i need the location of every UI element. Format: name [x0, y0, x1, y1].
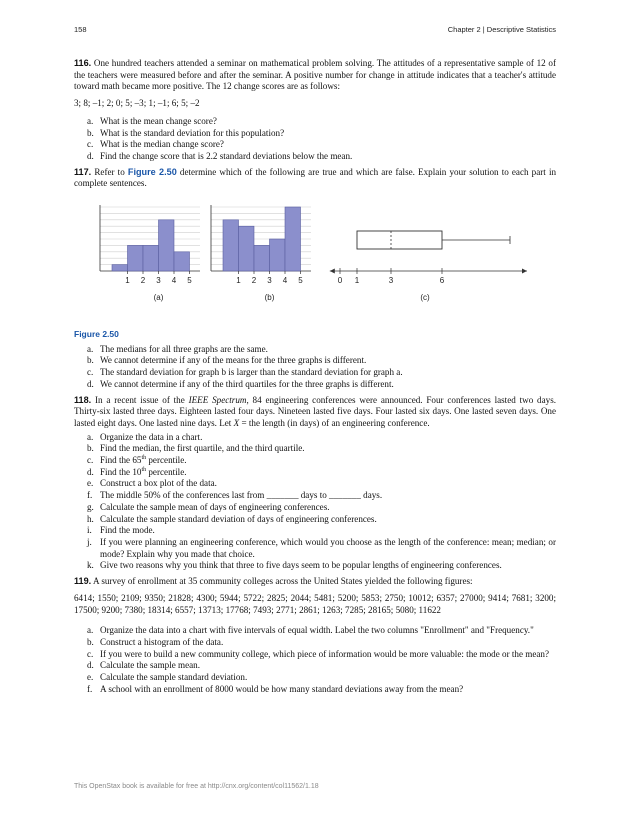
- list-item: [87, 625, 556, 637]
- item-label: c.: [87, 139, 94, 150]
- tick-label: 4: [171, 276, 177, 286]
- item-text: What is the mean change score?: [100, 115, 217, 126]
- item-label: d.: [87, 660, 94, 671]
- item-label: h.: [87, 513, 94, 524]
- figure-graphs: [74, 195, 556, 327]
- exercise-number: 119.: [74, 576, 92, 587]
- page-content: [74, 58, 556, 699]
- histogram-bar: [159, 220, 175, 271]
- tick-label: 4: [282, 276, 288, 286]
- item-label: f.: [87, 683, 93, 694]
- histogram-bar: [112, 265, 128, 271]
- exercise-116-prompt: [74, 58, 556, 93]
- tick-label: 0: [337, 276, 343, 286]
- item-label: b.: [87, 127, 94, 138]
- item-label: a.: [87, 625, 94, 636]
- item-text: What is the standard deviation for this population?: [100, 127, 285, 138]
- panel-label-b: (b): [264, 293, 275, 303]
- item-text: If you were to build a new community college, which piece of information would be more valuable: the mode or the mean?: [100, 648, 549, 659]
- item-text: percentile.: [146, 455, 187, 466]
- list-item: [87, 150, 556, 163]
- exercise-text: One hundred teachers attended a seminar on mathematical problem solving. The attitudes of a representative sample of 12 of the teachers were measured before and after the seminar. A positive number for change in attitude indicates that a teacher's attitude toward math became more positive. The 12 change scores are as follows:: [74, 58, 556, 92]
- list-item: [87, 672, 556, 684]
- list-item: [87, 367, 556, 379]
- item-text: Calculate the sample standard deviation of days of engineering conferences.: [100, 513, 377, 524]
- exercise-117-items: [74, 344, 556, 391]
- list-item: [87, 560, 556, 572]
- item-text: The standard deviation for graph b is larger than the standard deviation for graph a.: [100, 367, 403, 378]
- histogram-bar: [223, 220, 239, 271]
- list-item: [87, 455, 556, 467]
- item-label: a.: [87, 431, 94, 442]
- page-footer: This OpenStax book is available for free at http://cnx.org/content/col11562/1.18: [74, 783, 319, 790]
- item-label: d.: [87, 378, 94, 389]
- item-text: Calculate the sample mean.: [100, 660, 200, 671]
- item-text: Find the 65: [100, 455, 142, 466]
- tick-label: 6: [439, 276, 445, 286]
- item-text: Construct a box plot of the data.: [100, 478, 217, 489]
- item-text: Find the median, the first quartile, and the third quartile.: [100, 443, 305, 454]
- histogram-bar: [270, 239, 286, 271]
- exercise-text: A survey of enrollment at 35 community colleges across the United States yielded the following figures:: [92, 576, 473, 587]
- list-item: [87, 443, 556, 455]
- exercise-119-prompt: [74, 576, 556, 588]
- exercise-number: 116.: [74, 58, 92, 68]
- list-item: [87, 636, 556, 649]
- list-item: [87, 501, 556, 514]
- item-text: If you were planning an engineering conference, which would you choose as the length of the conference: mean; median; or mode? Explain why you made that choice.: [100, 536, 556, 559]
- item-text: percentile.: [146, 466, 187, 477]
- histogram-bar: [143, 245, 159, 271]
- arrow-left: [330, 269, 335, 274]
- figure-caption: Figure 2.50: [74, 329, 119, 340]
- chapter-title: Chapter 2 | Descriptive Statistics: [447, 25, 556, 34]
- list-item: [87, 536, 556, 560]
- box: [357, 231, 442, 249]
- variable: X: [233, 417, 240, 428]
- tick-label: 1: [125, 276, 130, 286]
- exercise-116-items: [74, 116, 556, 163]
- item-text: Calculate the sample standard deviation.: [100, 672, 248, 683]
- journal-title: IEEE Spectrum: [188, 394, 247, 405]
- item-text: Find the 10: [100, 466, 142, 477]
- item-label: d.: [87, 150, 94, 161]
- tick-label: 3: [267, 276, 272, 286]
- tick-label: 3: [388, 276, 394, 286]
- panel-label-c: (c): [420, 293, 430, 303]
- item-text: What is the median change score?: [100, 139, 224, 150]
- ordinal-suffix: th: [141, 455, 147, 462]
- item-text: We cannot determine if any of the means for the three graphs is different.: [100, 355, 367, 366]
- item-label: b.: [87, 636, 94, 647]
- exercise-118-items: [74, 432, 556, 572]
- item-label: f.: [87, 490, 93, 501]
- exercise-117-prompt: [74, 167, 556, 190]
- exercise-116: [74, 58, 556, 163]
- tick-label: 3: [156, 276, 161, 286]
- histogram-bar: [128, 245, 144, 271]
- exercise-118: [74, 395, 556, 573]
- arrow-right: [522, 269, 527, 274]
- exercise-text: In a recent issue of the: [95, 394, 185, 405]
- histogram-a: [100, 205, 200, 302]
- item-text: Find the mode.: [100, 525, 155, 536]
- list-item: [87, 343, 556, 356]
- list-item: [87, 355, 556, 367]
- exercise-119: [74, 576, 556, 695]
- panel-label-a: (a): [153, 293, 164, 303]
- histogram-bar: [254, 245, 270, 271]
- item-label: d.: [87, 466, 94, 477]
- exercise-text: = the length (in days) of an engineering conference.: [241, 417, 430, 428]
- item-label: e.: [87, 478, 94, 489]
- exercise-116-data: 3; 8; –1; 2; 0; 5; –3; 1; –1; 6; 5; –2: [74, 98, 200, 109]
- histogram-b: [211, 205, 311, 302]
- tick-label: 5: [187, 276, 192, 286]
- list-item: [87, 525, 556, 537]
- item-label: c.: [87, 648, 94, 659]
- tick-label: 1: [236, 276, 241, 286]
- item-label: b.: [87, 443, 94, 454]
- exercise-117: [74, 167, 556, 391]
- item-label: e.: [87, 672, 94, 683]
- list-item: [87, 478, 556, 490]
- item-text: Organize the data into a chart with five intervals of equal width. Label the two columns "Enrollment" and "Frequency.": [100, 625, 534, 636]
- item-label: k.: [87, 560, 94, 571]
- item-text: Organize the data in a chart.: [100, 431, 203, 442]
- figure-link[interactable]: Figure 2.50: [127, 166, 177, 177]
- page-number: 158: [74, 25, 87, 34]
- item-label: c.: [87, 455, 94, 466]
- list-item: [87, 660, 556, 672]
- list-item: [87, 139, 556, 151]
- item-label: c.: [87, 367, 94, 378]
- list-item: [87, 513, 556, 526]
- exercise-text: , 84 engineering conferences were announced. Four conferences lasted two days. Thirty-six lasted three days. Eighteen lasted four days. Nineteen lasted five days. Four lasted six days. One lasted seven days. One lasted eight days. One lasted nine days. Let: [74, 394, 557, 428]
- list-item: [87, 127, 556, 140]
- exercise-119-data: 6414; 1550; 2109; 9350; 21828; 4300; 5944; 5722; 2825; 2044; 5481; 5200; 5853; 2750; 10012; 6357; 27000; 9414; 7681; 3200; 17500; 9200; 7380; 18314; 6557; 13713; 17768; 7493; 2771; 2861; 1263; 7285; 28165; 5080; 11622: [74, 592, 556, 615]
- ordinal-suffix: th: [141, 466, 147, 473]
- item-label: j.: [87, 536, 92, 547]
- item-text: A school with an enrollment of 8000 would be how many standard deviations away from the mean?: [100, 683, 464, 694]
- item-text: The medians for all three graphs are the same.: [100, 343, 268, 354]
- list-item: [87, 466, 556, 479]
- tick-label: 1: [354, 276, 360, 286]
- item-text: The middle 50% of the conferences last from _______ days to _______ days.: [100, 490, 383, 501]
- item-label: i.: [87, 525, 92, 536]
- list-item: [87, 490, 556, 502]
- item-text: Calculate the sample mean of days of engineering conferences.: [100, 501, 330, 512]
- item-label: b.: [87, 355, 94, 366]
- tick-label: 2: [251, 276, 257, 286]
- exercise-119-items: [74, 625, 556, 695]
- item-label: a.: [87, 343, 94, 354]
- histogram-bar: [239, 226, 255, 271]
- exercise-text: determine which of the following are true and which are false. Explain your solution to each part in complete sentences.: [74, 166, 557, 189]
- histogram-bar: [174, 252, 190, 271]
- list-item: [87, 115, 556, 128]
- exercise-number: 117.: [74, 166, 92, 177]
- list-item: [87, 683, 556, 696]
- item-label: a.: [87, 115, 94, 126]
- tick-label: 5: [298, 276, 303, 286]
- list-item: [87, 378, 556, 391]
- histogram-bar: [285, 207, 301, 271]
- item-text: Find the change score that is 2.2 standard deviations below the mean.: [100, 150, 353, 161]
- list-item: [87, 431, 556, 444]
- item-label: g.: [87, 501, 94, 512]
- list-item: [87, 648, 556, 661]
- item-text: We cannot determine if any of the third quartiles for the three graphs is different.: [100, 378, 394, 389]
- boxplot-c: [330, 231, 527, 302]
- figure-2-50: [74, 195, 556, 327]
- tick-label: 2: [140, 276, 146, 286]
- exercise-number: 118.: [74, 394, 92, 405]
- item-text: Give two reasons why you think that three to five days seem to be popular lengths of engineering conferences.: [100, 560, 502, 571]
- exercise-118-prompt: [74, 395, 556, 430]
- item-text: Construct a histogram of the data.: [100, 636, 224, 647]
- exercise-text: Refer to: [94, 166, 125, 177]
